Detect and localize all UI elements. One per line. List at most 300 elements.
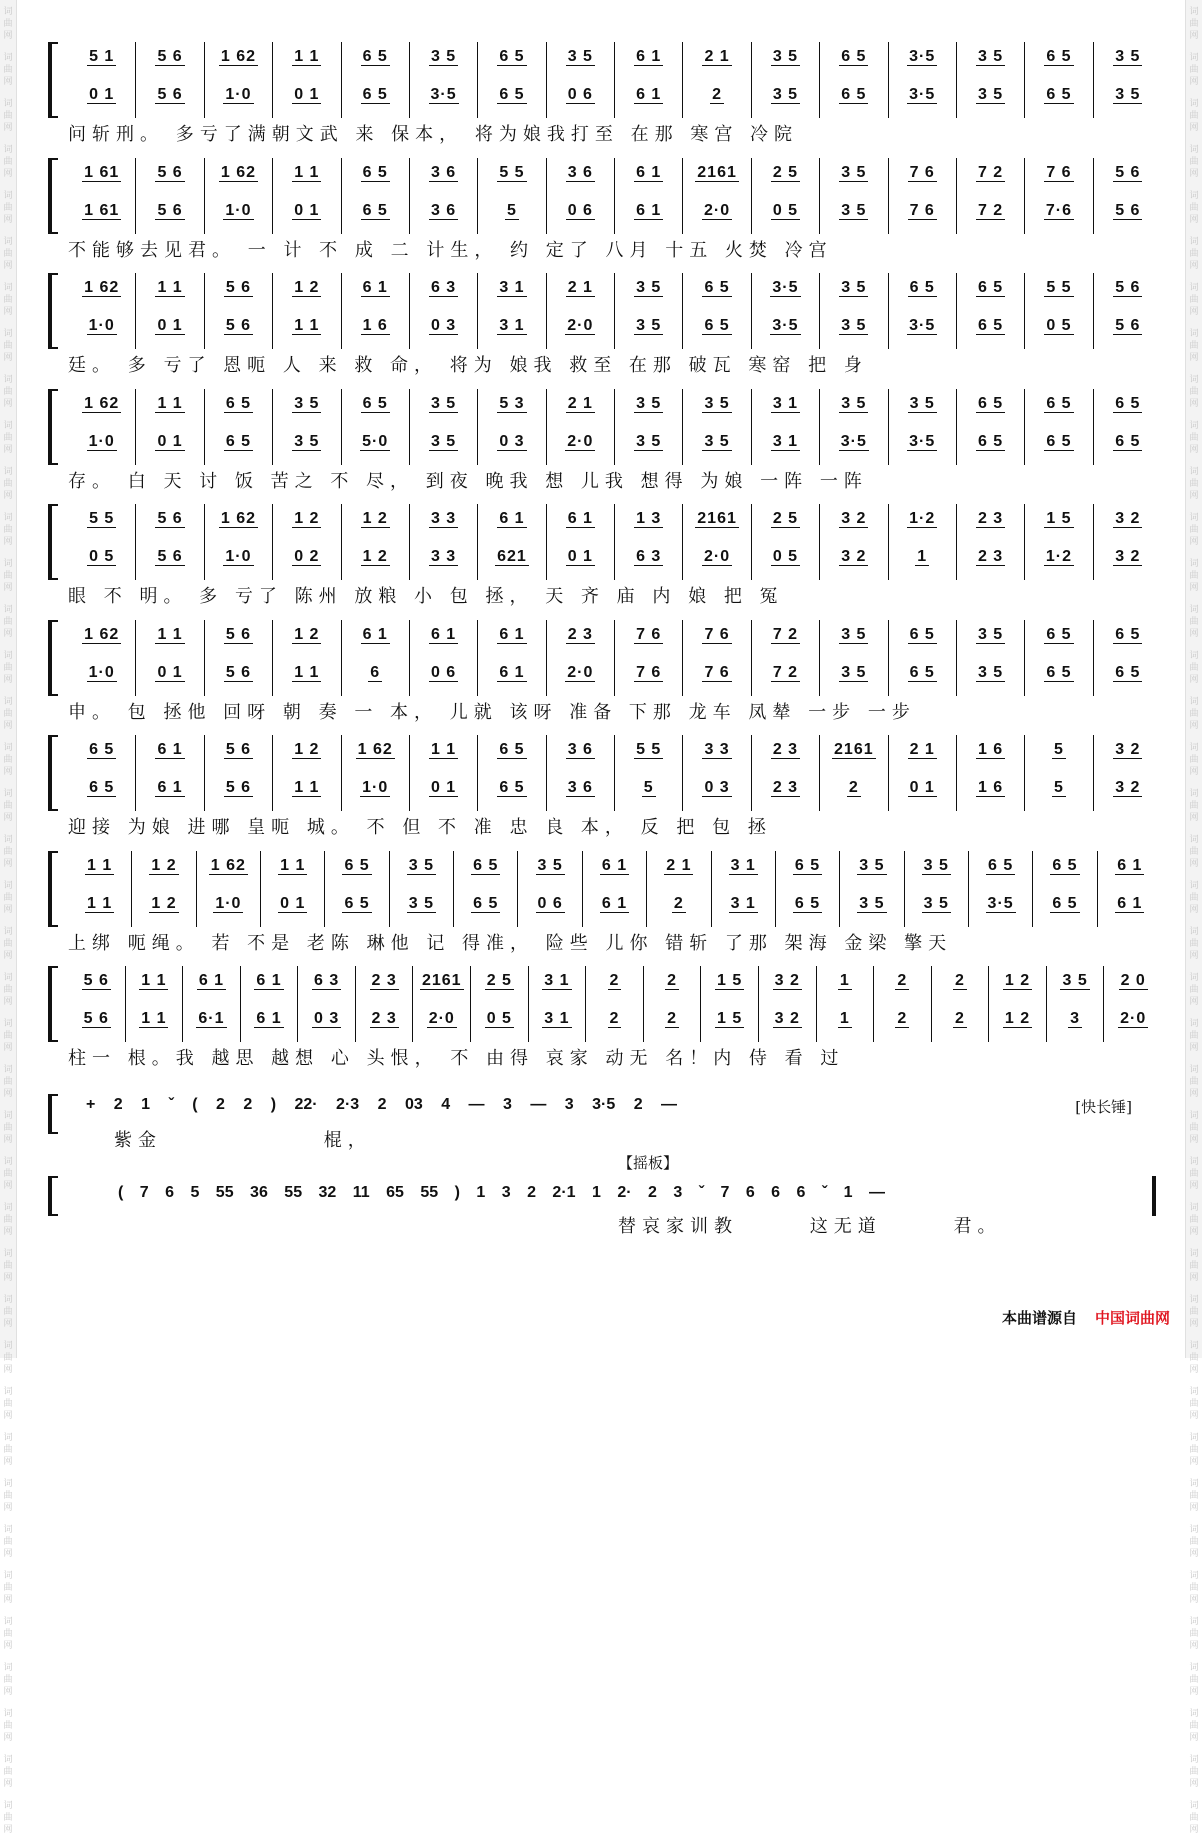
measure bbox=[889, 735, 957, 811]
lower-notes: 5 bbox=[1053, 779, 1064, 796]
lower-note-group bbox=[136, 86, 203, 104]
lower-note-group bbox=[752, 548, 819, 566]
upper-note-group bbox=[586, 972, 643, 990]
watermark-text: 词 曲 网 bbox=[3, 1617, 13, 1651]
lower-notes: 0 5 bbox=[1046, 317, 1072, 334]
lower-note-group bbox=[68, 664, 135, 682]
upper-notes: 5 3 bbox=[499, 395, 525, 412]
upper-notes: 5 6 bbox=[225, 626, 252, 643]
source-credit bbox=[1002, 1307, 1170, 1328]
upper-note-group bbox=[68, 972, 125, 990]
lower-note-group bbox=[273, 664, 340, 682]
upper-notes: 6 5 bbox=[794, 857, 821, 874]
upper-note-group bbox=[615, 741, 682, 759]
lower-notes: 0 1 bbox=[280, 895, 306, 912]
lower-notes: 6 1 bbox=[256, 1010, 282, 1027]
lower-notes: 0 6 bbox=[567, 202, 593, 219]
watermark-text: 词 曲 网 bbox=[1189, 559, 1199, 593]
lower-note-group bbox=[752, 433, 819, 451]
lower-note-group bbox=[342, 317, 409, 335]
lower-note-group bbox=[325, 895, 388, 913]
lower-note-group bbox=[342, 779, 409, 797]
upper-notes: 6 5 bbox=[909, 626, 935, 643]
measure bbox=[205, 273, 273, 349]
upper-note-group bbox=[1094, 395, 1162, 413]
lower-note-group bbox=[957, 548, 1024, 566]
lower-notes: 7 2 bbox=[772, 664, 799, 681]
lyrics-line: 存。 白 天 讨 饭 苦之 不 尽， 到夜 晚我 想 儿我 想得 为娘 一阵 一阵 bbox=[68, 471, 868, 492]
upper-note-group bbox=[840, 857, 903, 875]
measure-row bbox=[68, 735, 1162, 811]
lower-notes: 5 6 bbox=[225, 317, 252, 334]
measure bbox=[273, 735, 341, 811]
upper-notes: 5 6 bbox=[1115, 279, 1141, 296]
upper-notes: 3 5 bbox=[636, 395, 662, 412]
lower-notes: 0 3 bbox=[499, 433, 525, 450]
lyrics-line: 紫金 棍， bbox=[114, 1130, 372, 1151]
measure bbox=[820, 273, 888, 349]
upper-notes: 1 62 bbox=[210, 857, 246, 874]
lower-note-group bbox=[889, 548, 956, 566]
upper-note-group bbox=[273, 626, 340, 644]
upper-notes: 6 1 bbox=[362, 279, 388, 296]
lower-notes: 6 5 bbox=[704, 317, 730, 334]
lower-note-group bbox=[342, 548, 409, 566]
watermark-text: 词 曲 网 bbox=[1189, 1525, 1199, 1559]
upper-notes: 6 5 bbox=[841, 48, 867, 65]
upper-notes: 1 1 bbox=[157, 395, 183, 412]
measure bbox=[342, 735, 410, 811]
watermark-text: 词 曲 网 bbox=[1189, 1019, 1199, 1053]
watermark-text: 词 曲 网 bbox=[3, 1295, 13, 1329]
watermark-text: 词 曲 网 bbox=[3, 927, 13, 961]
lower-note-group bbox=[273, 317, 340, 335]
upper-note-group bbox=[957, 510, 1024, 528]
measure bbox=[840, 851, 904, 927]
upper-note-group bbox=[776, 857, 839, 875]
watermark-text: 词 曲 网 bbox=[3, 467, 13, 501]
measure bbox=[136, 504, 204, 580]
lower-note-group bbox=[889, 664, 956, 682]
lower-notes: 5·0 bbox=[362, 433, 389, 450]
measure bbox=[356, 966, 414, 1042]
lower-notes: 6 5 bbox=[977, 317, 1004, 334]
watermark-text: 词 曲 网 bbox=[1189, 743, 1199, 777]
measure bbox=[273, 273, 341, 349]
measure bbox=[820, 620, 888, 696]
measure bbox=[273, 504, 341, 580]
lower-note-group bbox=[273, 86, 340, 104]
lower-notes: 1·0 bbox=[225, 202, 252, 219]
lower-note-group bbox=[410, 317, 477, 335]
lower-note-group bbox=[126, 1010, 183, 1028]
upper-notes: 1 62 bbox=[84, 395, 120, 412]
lower-notes: 1·0 bbox=[88, 317, 115, 334]
watermark-text: 词 曲 网 bbox=[3, 651, 13, 685]
upper-notes: 6 5 bbox=[499, 741, 525, 758]
upper-note-group bbox=[342, 510, 409, 528]
measure bbox=[547, 735, 615, 811]
lower-notes: 5 6 bbox=[157, 202, 183, 219]
measure bbox=[752, 273, 820, 349]
watermark-text: 词 曲 网 bbox=[3, 697, 13, 731]
upper-notes: 2161 bbox=[421, 972, 462, 989]
upper-notes: 6 5 bbox=[499, 48, 525, 65]
lower-note-group bbox=[356, 1010, 413, 1028]
measure bbox=[957, 273, 1025, 349]
lower-notes: 2·0 bbox=[1120, 1010, 1147, 1027]
upper-note-group bbox=[547, 279, 614, 297]
lower-note-group bbox=[1025, 664, 1092, 682]
watermark-text: 词 曲 网 bbox=[3, 1663, 13, 1697]
lower-notes: 2·0 bbox=[704, 202, 731, 219]
lower-note-group bbox=[478, 548, 545, 566]
measure bbox=[342, 620, 410, 696]
upper-notes: 2 1 bbox=[567, 395, 593, 412]
upper-note-group bbox=[136, 279, 203, 297]
upper-notes: 6 5 bbox=[987, 857, 1014, 874]
watermark-text: 词 曲 网 bbox=[1189, 145, 1199, 179]
lower-note-group bbox=[820, 86, 887, 104]
upper-note-group bbox=[683, 48, 750, 66]
upper-note-group bbox=[615, 279, 682, 297]
upper-note-group bbox=[197, 857, 260, 875]
upper-notes: 1 2 bbox=[1004, 972, 1031, 989]
measure-row bbox=[68, 389, 1162, 465]
lower-note-group bbox=[889, 86, 956, 104]
lower-note-group bbox=[989, 1010, 1046, 1028]
watermark-text: 词 曲 网 bbox=[3, 1755, 13, 1789]
score-system bbox=[48, 158, 1162, 262]
lower-note-group bbox=[68, 895, 131, 913]
upper-note-group bbox=[1094, 741, 1162, 759]
upper-note-group bbox=[1094, 279, 1162, 297]
lower-notes: 0 3 bbox=[313, 1010, 340, 1027]
watermark-text: 词 曲 网 bbox=[3, 421, 13, 455]
upper-notes: 7 2 bbox=[977, 164, 1004, 181]
lyrics-line: 眼 不 明。 多 亏了 陈州 放粮 小 包 拯， 天 齐 庙 内 娘 把 冤 bbox=[68, 586, 784, 607]
lower-notes: 0 5 bbox=[772, 548, 799, 565]
upper-note-group bbox=[478, 626, 545, 644]
upper-notes: 1 62 bbox=[357, 741, 393, 758]
measure bbox=[342, 158, 410, 234]
lower-note-group bbox=[752, 664, 819, 682]
measure bbox=[683, 158, 751, 234]
upper-note-group bbox=[342, 741, 409, 759]
upper-notes: 1 6 bbox=[977, 741, 1004, 758]
watermark-text: 词 曲 网 bbox=[1189, 881, 1199, 915]
lower-note-group bbox=[615, 86, 682, 104]
lower-notes: 5 6 bbox=[1115, 202, 1141, 219]
lower-notes: 5 6 bbox=[1115, 317, 1141, 334]
watermark-text: 词 曲 网 bbox=[1189, 1755, 1199, 1789]
lyrics-line: 问斩刑。 多亏了满朝文武 来 保本， 将为娘我打至 在那 寒宫 冷院 bbox=[68, 124, 799, 145]
lower-notes: 0 1 bbox=[157, 433, 183, 450]
measure-row bbox=[68, 851, 1162, 927]
measure bbox=[1025, 273, 1093, 349]
lower-notes: 6 5 bbox=[499, 779, 525, 796]
upper-note-group bbox=[615, 510, 682, 528]
measure bbox=[957, 158, 1025, 234]
lower-note-group bbox=[136, 779, 203, 797]
lower-note-group bbox=[68, 548, 135, 566]
lower-notes: 3·5 bbox=[987, 895, 1014, 912]
measure bbox=[325, 851, 389, 927]
upper-notes: 3 5 bbox=[1115, 48, 1141, 65]
lower-notes: 3 1 bbox=[544, 1010, 570, 1027]
watermark-text: 词 曲 网 bbox=[1189, 1203, 1199, 1237]
upper-notes: 3·5 bbox=[909, 48, 936, 65]
measure bbox=[1025, 735, 1093, 811]
upper-note-group bbox=[136, 164, 203, 182]
upper-note-group bbox=[478, 279, 545, 297]
lower-note-group bbox=[1047, 1010, 1104, 1028]
lower-notes: 3·5 bbox=[909, 86, 936, 103]
measure bbox=[969, 851, 1033, 927]
upper-notes: 6 1 bbox=[601, 857, 628, 874]
watermark-text: 词 曲 网 bbox=[1189, 835, 1199, 869]
lower-note-group bbox=[752, 86, 819, 104]
upper-notes: 5 5 bbox=[89, 510, 115, 527]
upper-notes: 3 5 bbox=[430, 48, 457, 65]
lower-note-group bbox=[136, 548, 203, 566]
lower-notes: 6 5 bbox=[344, 895, 370, 912]
lower-note-group bbox=[478, 86, 545, 104]
measure bbox=[820, 42, 888, 118]
upper-note-group bbox=[820, 164, 887, 182]
measure bbox=[136, 389, 204, 465]
score-system bbox=[48, 42, 1162, 146]
upper-note-group bbox=[132, 857, 195, 875]
upper-notes: 3 5 bbox=[408, 857, 435, 874]
lower-note-group bbox=[1094, 433, 1162, 451]
upper-note-group bbox=[325, 857, 388, 875]
lower-note-group bbox=[205, 779, 272, 797]
watermark-text: 词 曲 网 bbox=[3, 1111, 13, 1145]
lower-notes: 2·0 bbox=[567, 317, 594, 334]
lower-notes: 3 5 bbox=[977, 664, 1004, 681]
measure bbox=[1094, 42, 1162, 118]
lower-note-group bbox=[205, 433, 272, 451]
lower-note-group bbox=[478, 433, 545, 451]
upper-note-group bbox=[1094, 164, 1162, 182]
upper-note-group bbox=[1104, 972, 1162, 990]
upper-note-group bbox=[410, 626, 477, 644]
lower-note-group bbox=[889, 433, 956, 451]
lower-notes: 1·0 bbox=[225, 86, 252, 103]
measure-row bbox=[68, 966, 1162, 1042]
lower-note-group bbox=[273, 548, 340, 566]
measure bbox=[889, 158, 957, 234]
upper-note-group bbox=[273, 510, 340, 528]
upper-note-group bbox=[1025, 395, 1092, 413]
bracket bbox=[48, 1176, 58, 1216]
measure bbox=[889, 620, 957, 696]
lower-note-group bbox=[68, 779, 135, 797]
measure bbox=[410, 504, 478, 580]
upper-notes: 6 5 bbox=[909, 279, 935, 296]
upper-notes: 3 2 bbox=[1115, 741, 1141, 758]
upper-note-group bbox=[68, 510, 135, 528]
measure bbox=[547, 273, 615, 349]
lower-note-group bbox=[683, 86, 750, 104]
measure bbox=[1098, 851, 1162, 927]
upper-note-group bbox=[205, 626, 272, 644]
lower-notes: 6 5 bbox=[841, 86, 867, 103]
upper-note-group bbox=[136, 395, 203, 413]
lower-note-group bbox=[752, 317, 819, 335]
section-label: 【摇板】 bbox=[618, 1154, 679, 1172]
measure bbox=[1025, 158, 1093, 234]
measure bbox=[1094, 504, 1162, 580]
upper-notes: 1 1 bbox=[294, 48, 320, 65]
upper-note-group bbox=[1094, 510, 1162, 528]
lower-notes: 0 1 bbox=[89, 86, 115, 103]
upper-notes: 3 5 bbox=[567, 48, 593, 65]
lower-notes: 1·2 bbox=[1045, 548, 1072, 565]
lower-note-group bbox=[68, 202, 135, 220]
measure bbox=[342, 504, 410, 580]
measure-row bbox=[68, 620, 1162, 696]
measure bbox=[471, 966, 529, 1042]
lower-note-group bbox=[615, 548, 682, 566]
upper-note-group bbox=[273, 48, 340, 66]
upper-notes: 6 1 bbox=[499, 626, 525, 643]
lower-note-group bbox=[68, 1010, 125, 1028]
measure bbox=[298, 966, 356, 1042]
lower-note-group bbox=[889, 779, 956, 797]
upper-note-group bbox=[413, 972, 470, 990]
measure bbox=[410, 735, 478, 811]
lower-note-group bbox=[1094, 317, 1162, 335]
upper-notes: 6 1 bbox=[198, 972, 225, 989]
measure bbox=[1094, 273, 1162, 349]
lower-notes: 1 2 bbox=[1004, 1010, 1031, 1027]
lower-notes: 1·0 bbox=[215, 895, 242, 912]
upper-note-group bbox=[547, 164, 614, 182]
upper-notes: 3 5 bbox=[294, 395, 320, 412]
lower-note-group bbox=[615, 664, 682, 682]
lower-notes: 3 5 bbox=[923, 895, 949, 912]
lower-notes: 3 5 bbox=[977, 86, 1004, 103]
lower-note-group bbox=[683, 433, 750, 451]
watermark-text: 词 曲 网 bbox=[3, 283, 13, 317]
watermark-text: 词 曲 网 bbox=[1189, 99, 1199, 133]
watermark-text: 词 曲 网 bbox=[3, 375, 13, 409]
lower-notes: 3 2 bbox=[1115, 548, 1141, 565]
lower-notes: 7·6 bbox=[1045, 202, 1072, 219]
measure-row bbox=[68, 504, 1162, 580]
lower-notes: 3 5 bbox=[841, 202, 867, 219]
upper-notes: 6 5 bbox=[89, 741, 115, 758]
lower-note-group bbox=[683, 548, 750, 566]
upper-notes: 2 bbox=[609, 972, 620, 989]
upper-note-group bbox=[136, 510, 203, 528]
lower-note-group bbox=[957, 433, 1024, 451]
upper-note-group bbox=[68, 395, 135, 413]
measure bbox=[817, 966, 875, 1042]
lower-notes: 0 1 bbox=[430, 779, 457, 796]
measure bbox=[547, 620, 615, 696]
upper-note-group bbox=[820, 741, 887, 759]
lower-note-group bbox=[712, 895, 775, 913]
lower-note-group bbox=[776, 895, 839, 913]
lower-notes: 3 5 bbox=[294, 433, 320, 450]
measure bbox=[889, 389, 957, 465]
upper-notes: 2 1 bbox=[909, 741, 935, 758]
measure bbox=[957, 620, 1025, 696]
lower-notes: 3 6 bbox=[430, 202, 457, 219]
watermark-text: 词 曲 网 bbox=[3, 1387, 13, 1421]
upper-note-group bbox=[615, 48, 682, 66]
lower-notes: 2 3 bbox=[977, 548, 1004, 565]
lower-notes: 6 5 bbox=[1046, 664, 1072, 681]
lower-notes: 2 bbox=[897, 1010, 908, 1027]
upper-note-group bbox=[905, 857, 968, 875]
upper-notes: 1 2 bbox=[294, 626, 320, 643]
lower-note-group bbox=[136, 202, 203, 220]
upper-note-group bbox=[454, 857, 517, 875]
watermark-text: 词 曲 网 bbox=[3, 881, 13, 915]
upper-note-group bbox=[241, 972, 298, 990]
upper-note-group bbox=[820, 510, 887, 528]
lower-note-group bbox=[478, 202, 545, 220]
upper-note-group bbox=[205, 510, 272, 528]
lower-note-group bbox=[205, 86, 272, 104]
measure bbox=[478, 42, 546, 118]
lower-notes: 6 1 bbox=[636, 86, 662, 103]
lower-note-group bbox=[759, 1010, 816, 1028]
upper-notes: 3 6 bbox=[430, 164, 457, 181]
lower-note-group bbox=[547, 664, 614, 682]
upper-note-group bbox=[547, 510, 614, 528]
measure bbox=[205, 42, 273, 118]
lower-note-group bbox=[1094, 86, 1162, 104]
measure bbox=[136, 273, 204, 349]
lower-notes: 0 6 bbox=[567, 86, 593, 103]
watermark-text: 词 曲 网 bbox=[1189, 191, 1199, 225]
lower-note-group bbox=[273, 433, 340, 451]
watermark-text: 词 曲 网 bbox=[3, 1801, 13, 1835]
watermark-text: 词 曲 网 bbox=[1189, 697, 1199, 731]
upper-notes: 6 1 bbox=[636, 164, 662, 181]
system-bracket bbox=[48, 851, 58, 927]
watermark-text: 词 曲 网 bbox=[3, 1341, 13, 1375]
upper-note-group bbox=[410, 395, 477, 413]
measure bbox=[752, 158, 820, 234]
lower-note-group bbox=[1094, 779, 1162, 797]
lower-note-group bbox=[820, 433, 887, 451]
upper-notes: 7 6 bbox=[909, 164, 935, 181]
upper-notes: 6 5 bbox=[704, 279, 730, 296]
lower-note-group bbox=[820, 664, 887, 682]
system-bracket bbox=[48, 504, 58, 580]
watermark-text: 词 曲 网 bbox=[3, 973, 13, 1007]
upper-note-group bbox=[518, 857, 581, 875]
upper-notes: 6 5 bbox=[1052, 857, 1078, 874]
upper-notes: 5 bbox=[1053, 741, 1064, 758]
upper-note-group bbox=[68, 857, 131, 875]
upper-notes: 6 3 bbox=[430, 279, 457, 296]
upper-notes: 7 6 bbox=[1046, 164, 1072, 181]
lower-notes: 1 bbox=[917, 548, 928, 565]
upper-notes: 5 1 bbox=[89, 48, 115, 65]
lyrics-line: 申。 包 拯他 回呀 朝 奏 一 本， 儿就 该呀 准备 下那 龙车 凤辇 一步 一步 bbox=[68, 702, 916, 723]
lower-notes: 2 3 bbox=[371, 1010, 397, 1027]
upper-note-group bbox=[615, 626, 682, 644]
watermark-text: 词 曲 网 bbox=[1189, 237, 1199, 271]
upper-note-group bbox=[478, 510, 545, 528]
